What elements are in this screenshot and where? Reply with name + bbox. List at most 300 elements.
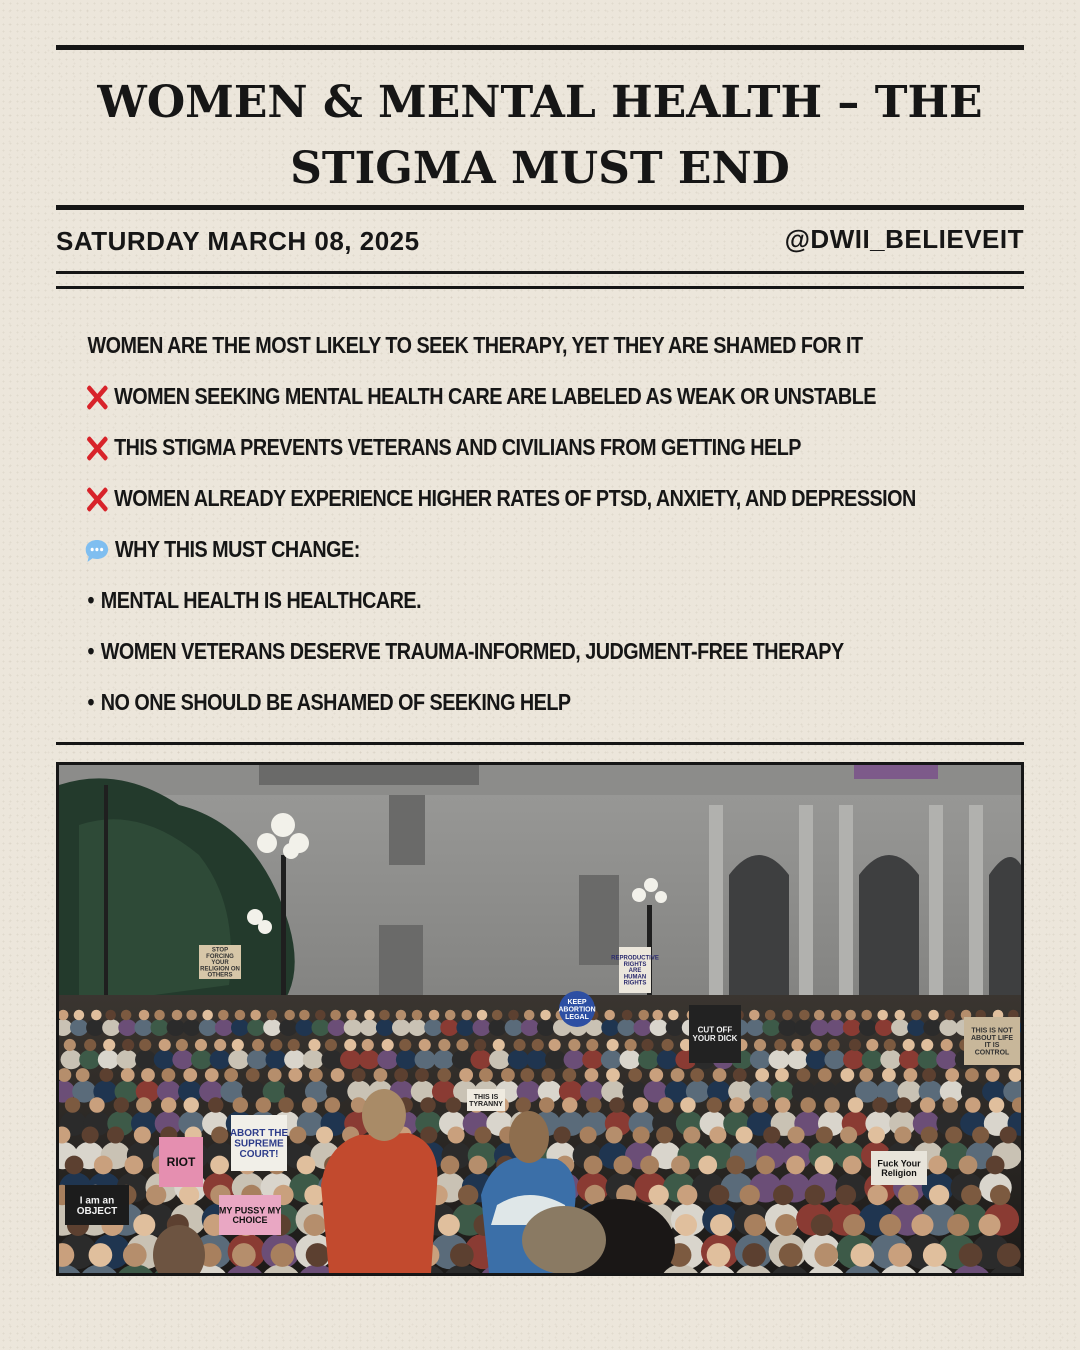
crowd-head [218,1010,229,1021]
crowd-head [782,1010,793,1021]
crowd-head [668,1010,679,1021]
crowd-head [107,1126,124,1143]
protest-sign-text: HUMAN [623,974,647,981]
crowd-head [458,1185,478,1205]
protest-sign [159,1137,203,1187]
protest-sign-text: OBJECT [76,1205,118,1217]
point-item [84,422,858,473]
crowd-head [469,1156,488,1175]
protest-sign-text: THIS IS NOT [971,1027,1013,1035]
protest-sign-text: THIS IS [473,1093,499,1101]
crowd-head [943,1097,958,1112]
protest-sign-text: RIOT [166,1155,196,1170]
crowd-body [172,1050,193,1069]
crowd-head [136,1097,151,1112]
crowd-head [775,1097,790,1112]
crowd-head [859,1068,873,1082]
crowd-head [585,1068,599,1082]
crowd-head [677,1185,697,1205]
crowd-head [979,1214,1001,1236]
crowd-head [364,1010,375,1021]
crowd-body [321,1050,342,1069]
crowd-head [683,1126,700,1143]
crowd-head [713,1068,727,1082]
crowd-body [619,1050,640,1069]
crowd-head [698,1156,717,1175]
crowd-head [843,1156,862,1175]
crowd-head [607,1039,619,1051]
bullet-item [84,626,858,677]
crowd-head [779,1243,803,1267]
crowd-head [105,1010,116,1021]
crowd-head [755,1068,769,1082]
crowd-body [795,1019,813,1036]
crowd-head [848,1097,863,1112]
protest-sign-text: REPRODUCTIVE [611,955,659,962]
crowd-head [520,1068,534,1082]
crowd-body [582,1050,603,1069]
crowd-head [94,1156,113,1175]
crowd-body [98,1050,119,1069]
crowd-head [736,1126,753,1143]
crowd-head [786,1156,805,1175]
intro-text: WOMEN ARE THE MOST LIKELY TO SEEK THERAPY, YET THEY ARE SHAMED FOR IT [87,332,863,358]
crowd-head [580,1126,597,1143]
photo-top-rule [56,742,1024,745]
crowd-head [524,1010,535,1021]
crowd-head [911,1010,922,1021]
crowd-head [658,1097,673,1112]
crowd-head [941,1039,953,1051]
crowd-head [811,1214,833,1236]
protest-sign-text: OTHERS [207,972,233,979]
crowd-body [118,1019,136,1036]
crowd-head [928,1156,947,1175]
crowd-head [671,1068,685,1082]
crowd-body [843,1019,861,1036]
crowd-head [462,1010,473,1021]
protest-sign-text: CONTROL [974,1049,1010,1057]
crowd-body [843,1050,864,1069]
crowd-head [325,1039,337,1051]
crowd-head [162,1068,176,1082]
crowd-head [477,1010,488,1021]
crowd-head [843,1214,865,1236]
crowd-head [146,1185,166,1205]
crowd-head [235,1010,246,1021]
crowd-head [831,1010,842,1021]
crowd-head [898,1185,918,1205]
crowd-head [788,1126,805,1143]
cross-mark-icon [84,433,110,463]
crowd-head [232,1243,256,1267]
crowd-body [231,1019,249,1036]
crowd-head [179,1185,199,1205]
crowd-head [382,1039,394,1051]
crowd-head [159,1039,171,1051]
crowd-head [541,1068,555,1082]
crowd-head [904,1068,918,1082]
bullet-text: WOMEN VETERANS DESERVE TRAUMA-INFORMED, JUDGMENT-FREE THERAPY [100,638,844,664]
crowd-head [208,1097,223,1112]
crowd-head [990,1185,1010,1205]
protest-sign-text: ARE [628,968,642,975]
protest-photo [56,762,1024,1276]
crowd-head [604,1010,615,1021]
crowd-head [707,1243,731,1267]
crowd-head [986,1068,1000,1082]
crowd-head [459,1068,473,1082]
crowd-body [470,1050,491,1069]
protest-sign [871,1151,927,1185]
crowd-head [613,1156,632,1175]
crowd-body [134,1019,152,1036]
crowd-head [161,1097,176,1112]
crowd-head [671,1156,690,1175]
crowd-head [638,1010,649,1021]
crowd-head [965,1068,979,1082]
crowd-head [205,1068,219,1082]
crowd-head [754,1039,766,1051]
crowd-head [419,1039,431,1051]
crowd-body [344,1019,362,1036]
cross-mark-icon [84,484,110,514]
crowd-head [501,1068,515,1082]
crowd-body [918,1050,939,1069]
crowd-body [199,1019,217,1036]
crowd-head [540,1010,551,1021]
point-text: THIS STIGMA PREVENTS VETERANS AND CIVILIANS FROM GETTING HELP [114,434,801,460]
crowd-body [634,1019,652,1036]
crowd-head [810,1039,822,1051]
crowd-head [895,1010,906,1021]
crowd-head [438,1039,450,1051]
crowd-head [921,1126,938,1143]
point-text: WOMEN SEEKING MENTAL HEALTH CARE ARE LABELED AS WEAK OR UNSTABLE [114,383,876,409]
crowd-head [947,1214,969,1236]
crowd-head [154,1010,165,1021]
crowd-head [814,1010,825,1021]
crowd-head [622,1010,633,1021]
crowd-body [266,1050,287,1069]
bullet-item [84,677,858,728]
crowd-head [656,1126,673,1143]
crowd-head [690,1068,704,1082]
crowd-body [473,1019,491,1036]
crowd-body [284,1050,305,1069]
crowd-body [376,1019,394,1036]
crowd-head [394,1068,408,1082]
crowd-head [202,1010,213,1021]
crowd-head [840,1126,857,1143]
crowd-head [944,1010,955,1021]
crowd-body [433,1050,454,1069]
crowd-head [479,1068,493,1082]
crowd-head [176,1039,188,1051]
crowd-head [121,1068,135,1082]
crowd-head [271,1243,295,1267]
crowd-head [816,1126,833,1143]
why-heading-text: WHY THIS MUST CHANGE: [114,536,360,562]
crowd-head [474,1039,486,1051]
protest-sign-text: ABOUT LIFE [971,1034,1013,1042]
crowd-head [99,1068,113,1082]
crowd-head [448,1126,465,1143]
crowd-body [505,1019,523,1036]
crowd-head [866,1039,878,1051]
protest-sign-text: ABORTION [558,1006,596,1014]
crowd-head [299,1010,310,1021]
crowd-head [923,1243,947,1267]
crowd-body [750,1050,771,1069]
crowd-body [340,1050,361,1069]
crowd-head [797,1068,811,1082]
crowd-head [605,1126,622,1143]
protest-sign-text: YOUR [211,960,229,967]
crowd-head [920,1097,935,1112]
crowd-body [303,1050,324,1069]
crowd-body [601,1019,619,1036]
crowd-head [625,1039,637,1051]
protest-photo-illustration [59,765,1021,1273]
crowd-head [989,1097,1004,1112]
crowd-head [649,1068,663,1082]
crowd-head [379,1010,390,1021]
crowd-head [446,1097,461,1112]
crowd-body [191,1050,212,1069]
crowd-head [562,1097,577,1112]
crowd-head [922,1068,936,1082]
dateline-rule-1 [56,271,1024,274]
crowd-head [123,1243,147,1267]
crowd-body [778,1019,796,1036]
crowd-head [456,1039,468,1051]
protest-sign-text: TYRANNY [469,1101,503,1109]
crowd-body [936,1050,957,1069]
crowd-head [289,1126,306,1143]
crowd-head [945,1126,962,1143]
crowd-head [315,1010,326,1021]
crowd-head [362,1039,374,1051]
crowd-head [774,1039,786,1051]
crowd-head [584,1156,603,1175]
crowd-head [641,1039,653,1051]
crowd-body [923,1019,941,1036]
crowd-head [849,1039,861,1051]
protest-sign [219,1195,281,1235]
crowd-head [609,1097,624,1112]
crowd-head [284,1010,295,1021]
crowd-head [549,1039,561,1051]
crowd-head [775,1068,789,1082]
crowd-head [91,1010,102,1021]
crowd-head [420,1097,435,1112]
crowd-body [79,1050,100,1069]
crowd-head [64,1039,76,1051]
crowd-head [652,1010,663,1021]
crowd-head [278,1097,293,1112]
crowd-body [601,1050,622,1069]
protest-sign-text: LEGAL [565,1013,589,1021]
crowd-body [907,1019,925,1036]
crowd-head [894,1126,911,1143]
crowd-head [513,1039,525,1051]
crowd-body [827,1019,845,1036]
crowd-head [928,1010,939,1021]
crowd-body [61,1050,82,1069]
crowd-body [650,1019,668,1036]
crowd-head [800,1097,815,1112]
crowd-body [102,1019,120,1036]
crowd-body [617,1019,635,1036]
crowd-body [116,1050,137,1069]
crowd-head [911,1214,933,1236]
crowd-body [746,1019,764,1036]
crowd-head [929,1185,949,1205]
crowd-head [707,1097,722,1112]
protest-sign-text: SUPREME [234,1138,284,1150]
crowd-head [805,1185,825,1205]
crowd-head [726,1156,745,1175]
crowd-head [554,1126,571,1143]
crowd-head [396,1010,407,1021]
crowd-body [247,1050,268,1069]
protest-sign-text: CUT OFF [697,1025,733,1035]
crowd-head [195,1039,207,1051]
crowd-head [709,1126,726,1143]
crowd-head [756,1156,775,1175]
crowd-head [921,1039,933,1051]
crowd-head [824,1097,839,1112]
bullet-text: MENTAL HEALTH IS HEALTHCARE. [100,587,422,613]
crowd-body [859,1019,877,1036]
why-heading-line [84,524,858,575]
crowd-head [765,1010,776,1021]
crowd-head [124,1156,143,1175]
crowd-head [959,1243,983,1267]
title-bottom-rule [56,205,1024,210]
crowd-body [452,1050,473,1069]
crowd-body [295,1019,313,1036]
crowd-body [638,1050,659,1069]
crowd-body [762,1019,780,1036]
crowd-body [824,1050,845,1069]
author-handle: @DWII_BELIEVEIT [784,224,1024,254]
crowd-body [135,1050,156,1069]
crowd-body [154,1050,175,1069]
crowd-head [903,1039,915,1051]
crowd-head [539,1097,554,1112]
top-rule [56,45,1024,50]
crowd-head [374,1068,388,1082]
crowd-head [302,1097,317,1112]
crowd-body [408,1019,426,1036]
intro-line [84,320,863,371]
crowd-head [246,1068,260,1082]
crowd-head [210,1156,229,1175]
crowd-body [489,1050,510,1069]
crowd-body [415,1050,436,1069]
crowd-head [648,1185,668,1205]
protest-sign [689,1005,741,1063]
crowd-head [133,1214,155,1236]
crowd-body [424,1019,442,1036]
crowd-head [252,1039,264,1051]
crowd-head [306,1243,330,1267]
crowd-head [791,1039,803,1051]
crowd-head [1000,1126,1017,1143]
protest-sign-text: IT IS [984,1042,1000,1050]
crowd-head [492,1010,503,1021]
crowd-head [965,1097,980,1112]
crowd-body [247,1019,265,1036]
crowd-body [279,1019,297,1036]
crowd-head [840,1068,854,1082]
crowd-head [986,1156,1005,1175]
crowd-head [114,1097,129,1112]
crowd-head [399,1039,411,1051]
crowd-head [250,1010,261,1021]
protest-sign-text: COURT! [239,1149,279,1160]
protest-sign-text: RELIGION ON [200,966,240,973]
crowd-head [680,1097,695,1112]
crowd-head [508,1010,519,1021]
crowd-head [879,1214,901,1236]
protest-sign [964,1017,1020,1065]
crowd-body [880,1050,901,1069]
crowd-head [606,1068,620,1082]
crowd-body [899,1050,920,1069]
crowd-body [377,1050,398,1069]
page-title: WOMEN & MENTAL HEALTH – THE STIGMA MUST END [97,77,983,194]
crowd-head [997,1243,1021,1267]
crowd-head [888,1243,912,1267]
crowd-head [872,1097,887,1112]
crowd-body [183,1019,201,1036]
protest-sign [467,1089,505,1111]
protest-sign-text: CHOICE [232,1214,268,1225]
crowd-head [214,1039,226,1051]
crowd-head [850,1243,874,1267]
crowd-body [508,1050,529,1069]
crowd-head [325,1097,340,1112]
protest-sign-text: KEEP [567,999,587,1007]
crowd-head [84,1039,96,1051]
crowd-body [526,1050,547,1069]
crowd-head [586,1039,598,1051]
protest-sign-text: RIGHTS [623,961,647,968]
crowd-body [360,1019,378,1036]
crowd-body [215,1019,233,1036]
crowd-head [270,1039,282,1051]
crowd-head [186,1010,197,1021]
crowd-head [89,1097,104,1112]
crowd-head [441,1156,460,1175]
crowd-head [814,1243,838,1267]
crowd-head [183,1068,197,1082]
crowd-head [744,1214,766,1236]
crowd-body [545,1050,566,1069]
crowd-body [210,1050,231,1069]
crowd-body [657,1050,678,1069]
crowd-head [412,1010,423,1021]
crowd-body [70,1019,88,1036]
crowd-head [211,1126,228,1143]
crowd-head [493,1039,505,1051]
crowd-body [456,1019,474,1036]
crowd-head [516,1097,531,1112]
crowd-head [733,1068,747,1082]
